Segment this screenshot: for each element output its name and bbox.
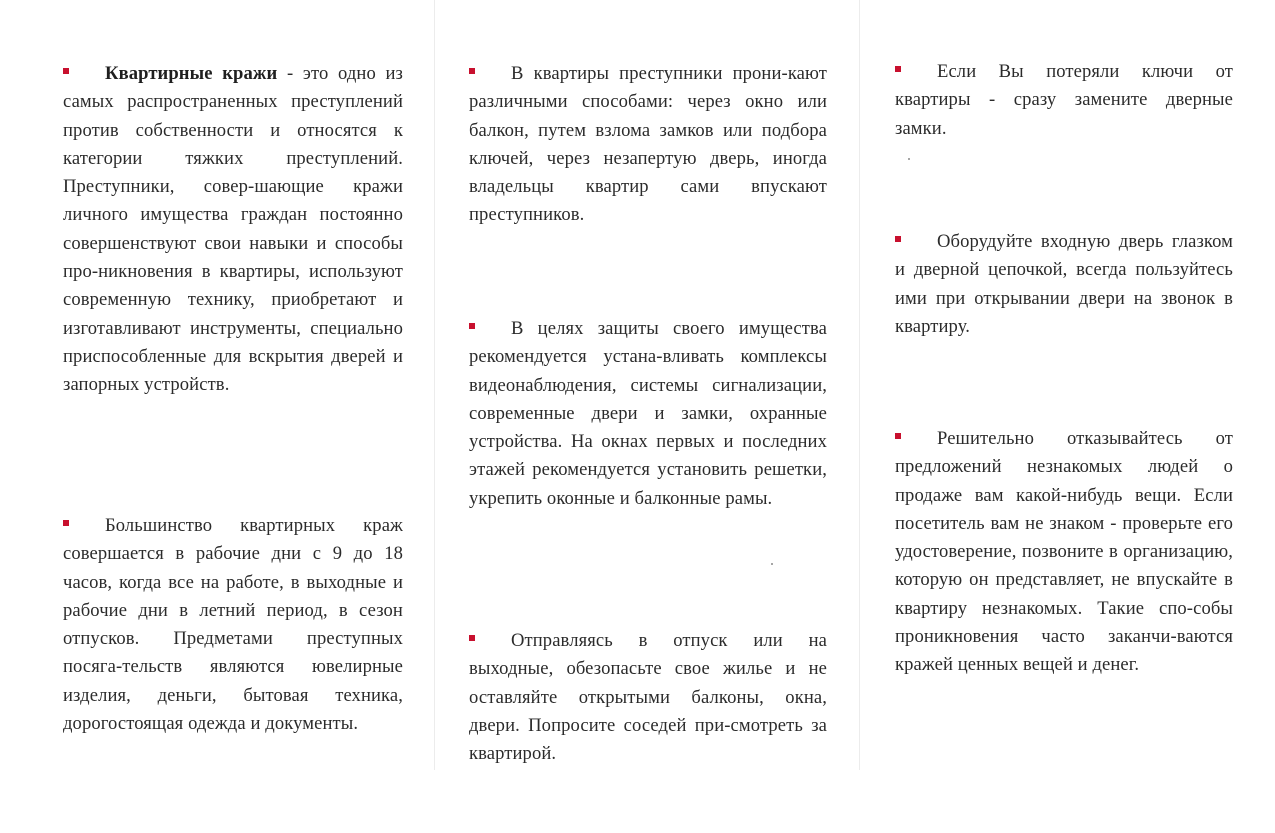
paragraph-text: В квартиры преступники прони-кают различными способами: через окно или балкон, путем взлома замков или подбора ключей, через незапертую дверь, иногда владельцы квартир сами впускают преступников. <box>469 63 827 226</box>
red-square-bullet-icon <box>63 68 69 74</box>
fold-line-right <box>859 0 860 770</box>
red-square-bullet-icon <box>895 66 901 72</box>
paragraph-theft-times <box>63 512 403 738</box>
red-square-bullet-icon <box>895 433 901 439</box>
paragraph-text: Отправляясь в отпуск или на выходные, обезопасьте свое жилье и не оставляйте открытыми балконы, окна, двери. Попросите соседей при-смотреть за квартирой. <box>469 630 827 765</box>
paragraph-text: Решительно отказывайтесь от предложений незнакомых людей о продаже вам какой-нибудь вещи. Если посетитель вам не знаком - проверьте его удостоверение, позвоните в организацию, которую он представляет, не впускайте в квартиру незнакомых. Такие спо-собы проникновения часто заканчи-ваются кражей ценных вещей и денег. <box>895 428 1233 676</box>
paragraph-text: - это одно из самых распространенных преступлений против собственности и относятся к категории тяжких преступлений. Преступники, совер-шающие кражи личного имущества граждан постоянно совершенствуют свои навыки и способы про-никновения в квартиры, используют современную технику, приобретают и изготавливают инструменты, специально приспособленные для вскрытия дверей и запорных устройств. <box>63 63 404 396</box>
paragraph-text: Оборудуйте входную дверь глазком и дверной цепочкой, всегда пользуйтесь ими при открывании двери на звонок в квартиру. <box>895 231 1233 337</box>
paragraph-lead: Квартирные кражи <box>105 63 278 84</box>
red-square-bullet-icon <box>63 520 69 526</box>
column-middle <box>469 0 827 833</box>
paragraph-apartment-thefts <box>63 60 403 400</box>
column-right <box>895 0 1233 833</box>
paragraph-door-equipment <box>895 228 1233 341</box>
scan-speck <box>771 563 773 565</box>
paragraph-lost-keys <box>895 58 1233 143</box>
paragraph-strangers <box>895 425 1233 680</box>
paragraph-vacation <box>469 627 827 768</box>
paragraph-text: Если Вы потеряли ключи от квартиры - сразу замените дверные замки. <box>895 61 1233 139</box>
red-square-bullet-icon <box>469 323 475 329</box>
paragraph-entry-methods <box>469 60 827 230</box>
paragraph-text: Большинство квартирных краж совершается в рабочие дни с 9 до 18 часов, когда все на работе, в выходные и рабочие дни в летний период, в сезон отпусков. Предметами преступных посяга-тельств являются ювелирные изделия, деньги, бытовая техника, дорогостоящая одежда и документы. <box>63 515 403 735</box>
paragraph-protection <box>469 315 827 513</box>
red-square-bullet-icon <box>469 635 475 641</box>
column-left <box>63 0 403 833</box>
paragraph-text: В целях защиты своего имущества рекомендуется устана-вливать комплексы видеонаблюдения, системы сигнализации, современные двери и замки, охранные устройства. На окнах первых и последних этажей рекомендуется установить решетки, укрепить оконные и балконные рамы. <box>469 318 827 509</box>
fold-line-left <box>434 0 435 770</box>
red-square-bullet-icon <box>895 236 901 242</box>
red-square-bullet-icon <box>469 68 475 74</box>
scan-speck <box>908 158 910 160</box>
